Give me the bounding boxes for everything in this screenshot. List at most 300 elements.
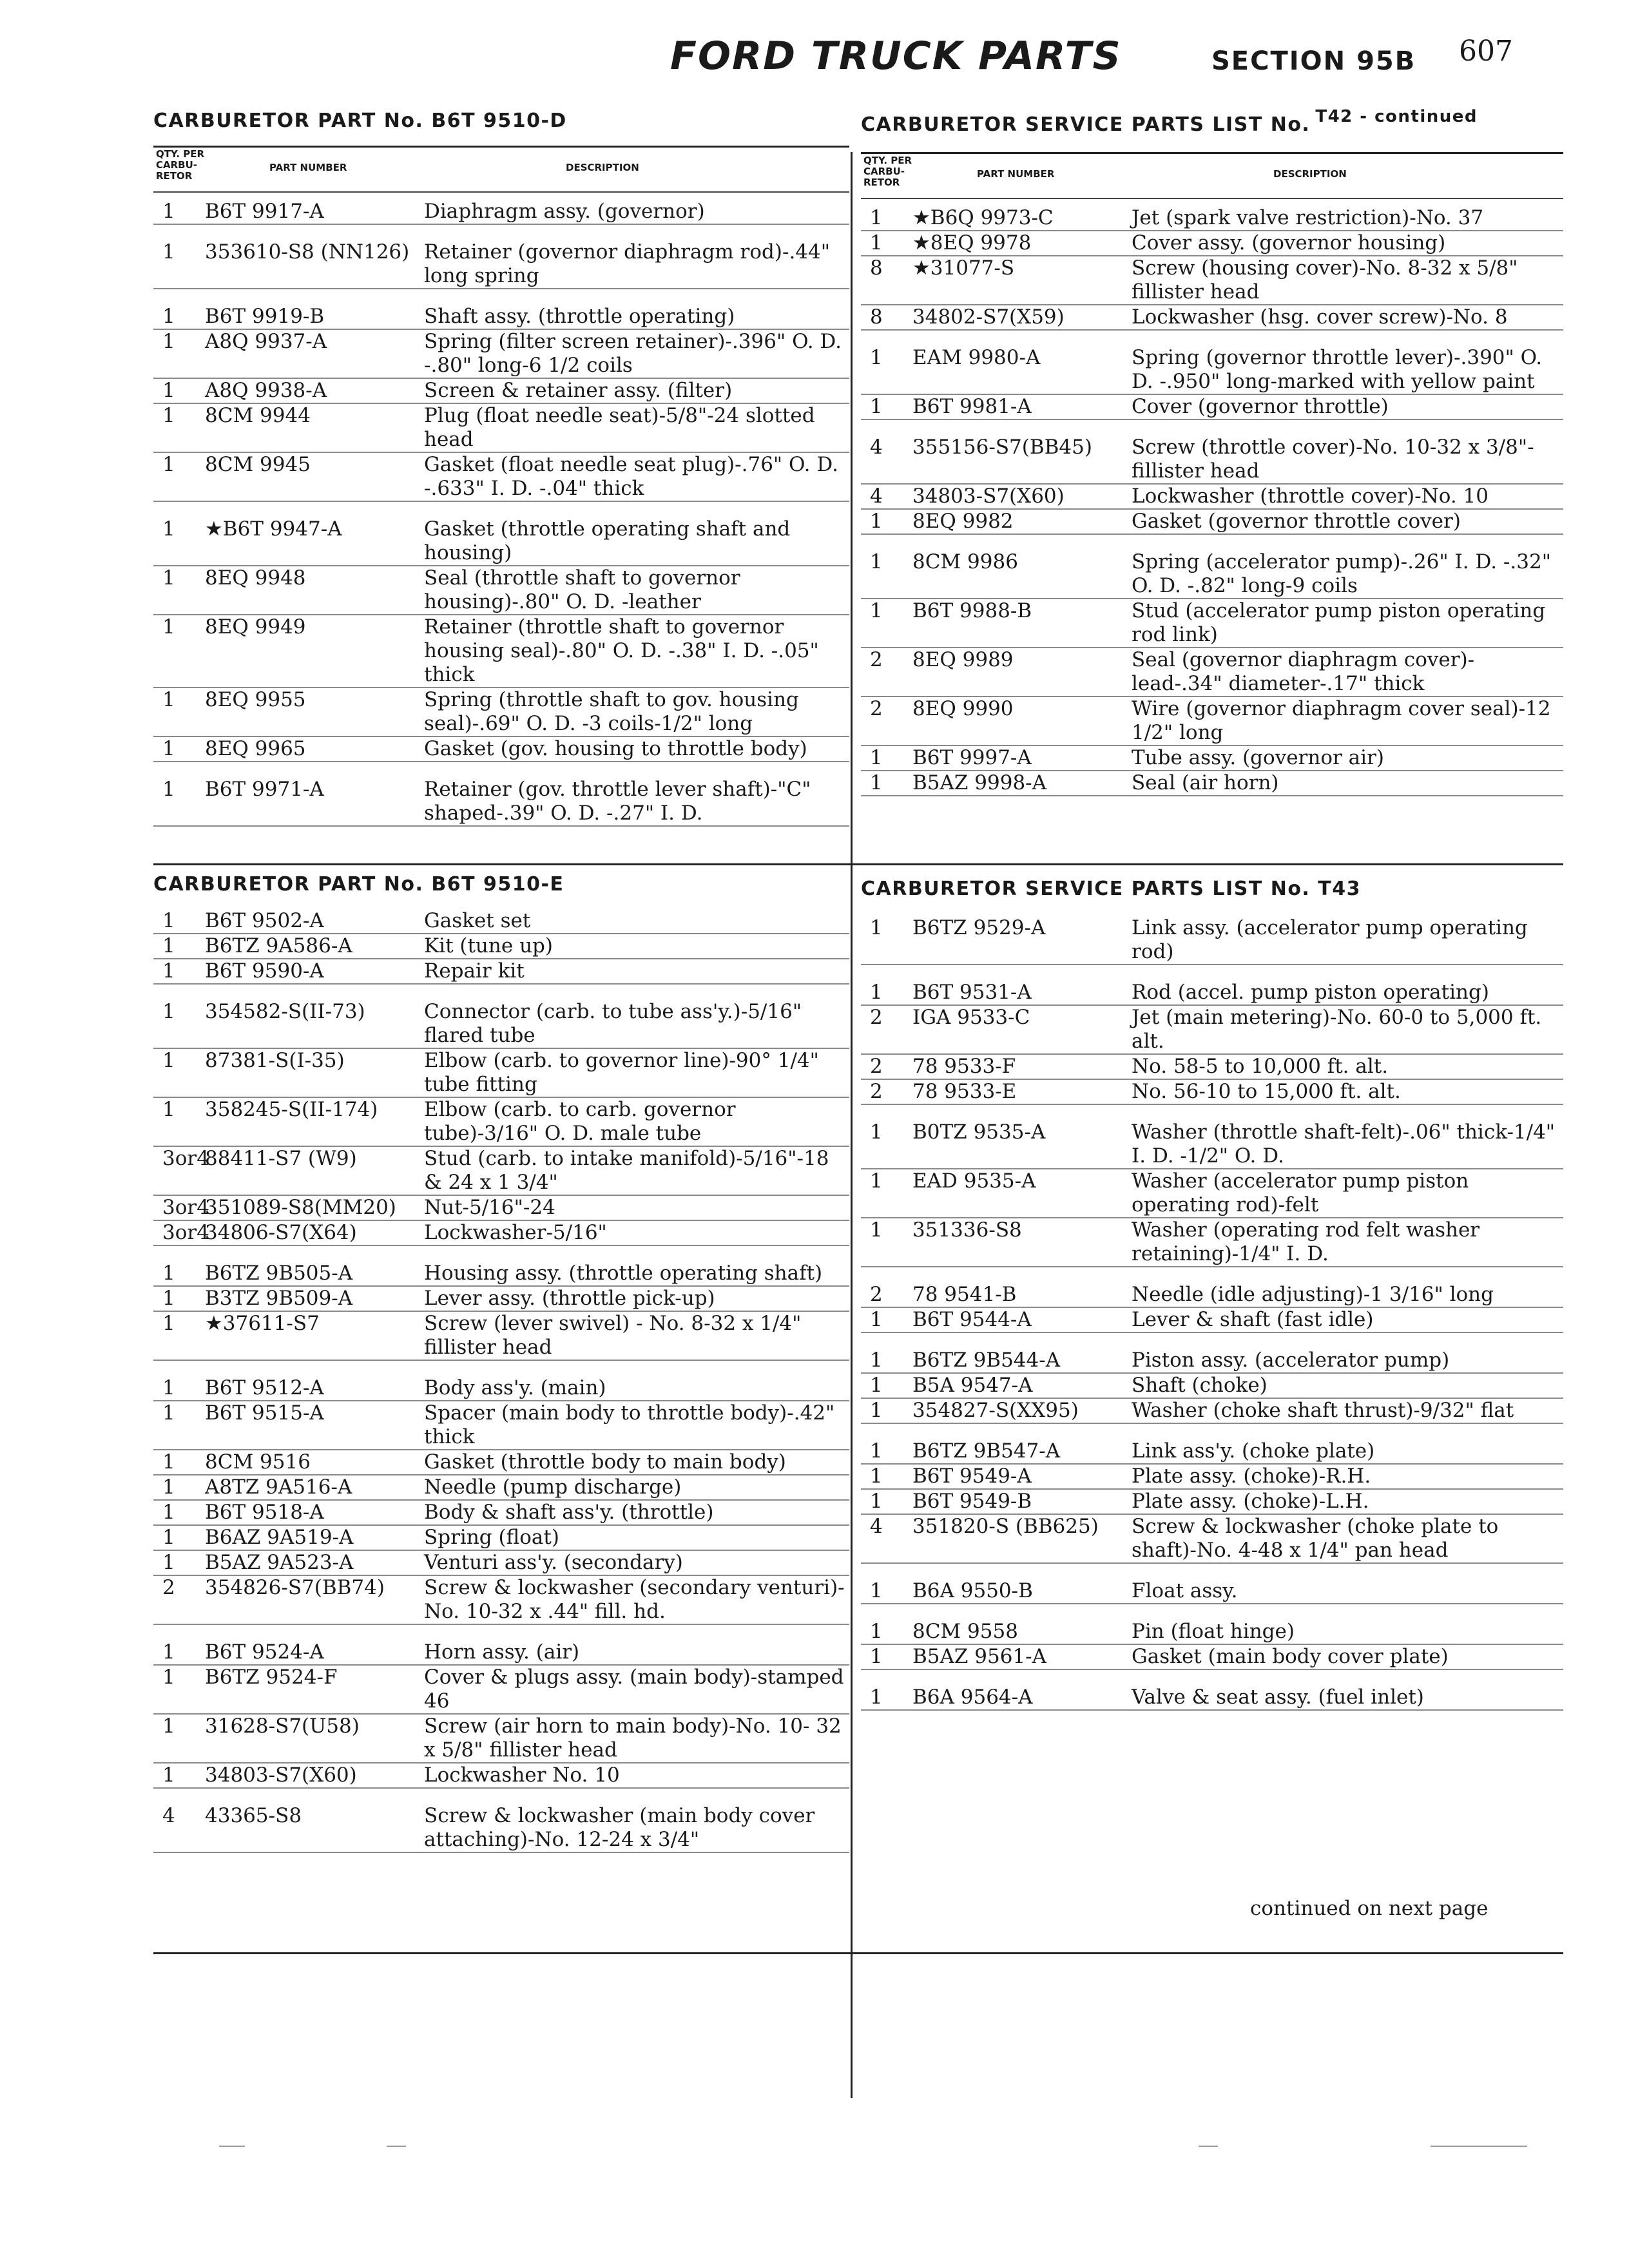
row-part-number: B6TZ 9B544-A <box>912 1349 1061 1372</box>
parts-row <box>153 453 849 502</box>
row-description: Wire (governor diaphragm cover seal)-12 1/2" long <box>1132 697 1551 744</box>
parts-row <box>153 1221 849 1246</box>
row-qty: 4 <box>162 1804 175 1827</box>
row-part-number: 8EQ 9948 <box>205 566 306 590</box>
row-qty: 1 <box>162 1551 175 1574</box>
row-part-number: 8EQ 9982 <box>912 510 1014 533</box>
parts-row <box>861 1349 1563 1374</box>
qty-header: QTY. PER CARBU-RETOR <box>863 155 912 188</box>
row-qty: 1 <box>162 1000 175 1023</box>
row-description: Pin (float hinge) <box>1132 1620 1295 1643</box>
row-description: Diaphragm assy. (governor) <box>424 200 705 223</box>
row-qty: 2 <box>162 1576 175 1599</box>
row-qty: 1 <box>870 1490 883 1513</box>
row-qty: 1 <box>162 566 175 590</box>
row-description: Gasket set <box>424 909 531 932</box>
row-description: Screw (air horn to main body)-No. 10- 32 x 5/8" fillister head <box>424 1715 842 1762</box>
row-qty: 1 <box>870 1439 883 1463</box>
row-part-number: B6T 9997-A <box>912 746 1032 769</box>
parts-row <box>861 1399 1563 1424</box>
row-description: Retainer (governor diaphragm rod)-.44" long spring <box>424 240 831 287</box>
row-qty: 1 <box>870 1686 883 1709</box>
row-description: Shaft (choke) <box>1132 1374 1268 1397</box>
row-part-number: 351089-S8(MM20) <box>205 1196 396 1219</box>
parts-row <box>153 934 849 959</box>
parts-row <box>153 1526 849 1551</box>
parts-row <box>861 1465 1563 1490</box>
parts-row <box>153 1666 849 1715</box>
sec-e-rows <box>153 909 849 1853</box>
scan-mark <box>219 2146 245 2147</box>
parts-row <box>861 436 1563 485</box>
sec-d-title: CARBURETOR PART No. B6T 9510-D <box>153 110 567 132</box>
row-description: Lever & shaft (fast idle) <box>1132 1308 1374 1331</box>
row-part-number: B6T 9917-A <box>205 200 324 223</box>
parts-row <box>861 981 1563 1006</box>
row-description: Spring (governor throttle lever)-.390" O. D. -.950" long-marked with yellow paint <box>1132 346 1543 393</box>
row-part-number: B6T 9544-A <box>912 1308 1032 1331</box>
row-description: Screw (throttle cover)-No. 10-32 x 3/8"-fillister head <box>1132 436 1534 483</box>
parts-row <box>861 395 1563 420</box>
row-description: Seal (governor diaphragm cover)-lead-.34" diameter-.17" thick <box>1132 648 1475 695</box>
row-part-number: 353610-S8 (NN126) <box>205 240 410 264</box>
row-qty: 1 <box>870 1169 883 1193</box>
row-description: Plug (float needle seat)-5/8"-24 slotted head <box>424 404 815 451</box>
row-part-number: 34802-S7(X59) <box>912 305 1065 329</box>
row-qty: 2 <box>870 648 883 671</box>
row-part-number: 78 9533-E <box>912 1080 1017 1103</box>
row-description: Gasket (governor throttle cover) <box>1132 510 1461 533</box>
row-part-number: 354582-S(II-73) <box>205 1000 365 1023</box>
row-description: Kit (tune up) <box>424 934 553 957</box>
parts-row <box>861 599 1563 648</box>
sec-t42-column-header <box>861 152 1563 199</box>
row-part-number: 43365-S8 <box>205 1804 302 1827</box>
row-qty: 1 <box>162 934 175 957</box>
parts-row <box>861 1169 1563 1218</box>
row-description: Venturi ass'y. (secondary) <box>424 1551 683 1574</box>
row-part-number: B6TZ 9B547-A <box>912 1439 1061 1463</box>
parts-row <box>153 1551 849 1576</box>
row-part-number: 8CM 9945 <box>205 453 311 476</box>
row-part-number: B3TZ 9B509-A <box>205 1287 353 1310</box>
row-part-number: EAM 9980-A <box>912 346 1041 369</box>
sec-d-rows <box>153 200 849 827</box>
row-qty: 1 <box>162 305 175 328</box>
row-description: Screw (housing cover)-No. 8-32 x 5/8" fillister head <box>1132 256 1518 303</box>
row-description: Lever assy. (throttle pick-up) <box>424 1287 715 1310</box>
row-part-number: B6TZ 9A586-A <box>205 934 352 957</box>
row-part-number: ★31077-S <box>912 256 1015 280</box>
row-part-number: 34803-S7(X60) <box>912 485 1065 508</box>
parts-row <box>861 1515 1563 1564</box>
row-part-number: 8CM 9986 <box>912 550 1018 573</box>
row-part-number: 8EQ 9989 <box>912 648 1014 671</box>
row-qty: 1 <box>870 771 883 794</box>
row-part-number: B5AZ 9998-A <box>912 771 1047 794</box>
sec-t43-title: CARBURETOR SERVICE PARTS LIST No. T43 <box>861 878 1361 900</box>
row-description: Connector (carb. to tube ass'y.)-5/16" flared tube <box>424 1000 802 1047</box>
row-qty: 1 <box>162 1715 175 1738</box>
row-description: Plate assy. (choke)-R.H. <box>1132 1465 1371 1488</box>
row-qty: 1 <box>870 1620 883 1643</box>
parts-row <box>861 1374 1563 1399</box>
row-qty: 1 <box>162 517 175 541</box>
row-description: Screw (lever swivel) - No. 8-32 x 1/4" fillister head <box>424 1312 802 1359</box>
row-qty: 1 <box>162 1450 175 1474</box>
parts-row <box>153 1763 849 1789</box>
parts-row <box>861 697 1563 746</box>
parts-row <box>861 1645 1563 1670</box>
parts-row <box>153 1715 849 1763</box>
row-qty: 1 <box>162 240 175 264</box>
row-description: Link ass'y. (choke plate) <box>1132 1439 1375 1463</box>
parts-row <box>153 1501 849 1526</box>
row-description: Rod (accel. pump piston operating) <box>1132 981 1489 1004</box>
row-description: Screw & lockwasher (secondary venturi)-No. 10-32 x .44" fill. hd. <box>424 1576 845 1623</box>
row-description: Repair kit <box>424 959 525 983</box>
qty-header: QTY. PER CARBU-RETOR <box>156 148 205 182</box>
row-qty: 1 <box>162 778 175 801</box>
row-description: Cover (governor throttle) <box>1132 395 1389 418</box>
row-part-number: 88411-S7 (W9) <box>205 1147 357 1170</box>
row-qty: 1 <box>870 1579 883 1602</box>
parts-row <box>861 206 1563 231</box>
scan-mark <box>1431 2146 1527 2147</box>
parts-row <box>153 737 849 762</box>
row-part-number: A8TZ 9A516-A <box>205 1475 352 1499</box>
parts-row <box>153 1450 849 1475</box>
row-description: Spacer (main body to throttle body)-.42" thick <box>424 1401 835 1448</box>
row-qty: 1 <box>162 688 175 711</box>
parts-row <box>861 1439 1563 1465</box>
page-brand-title: FORD TRUCK PARTS <box>670 34 1122 79</box>
row-description: Shaft assy. (throttle operating) <box>424 305 735 328</box>
row-qty: 1 <box>162 1401 175 1425</box>
parts-row <box>153 909 849 934</box>
row-part-number: B6T 9988-B <box>912 599 1032 622</box>
row-part-number: B6T 9512-A <box>205 1376 324 1399</box>
row-part-number: 351820-S (BB625) <box>912 1515 1099 1538</box>
page-bottom-rule <box>153 1952 1563 1954</box>
row-description: Tube assy. (governor air) <box>1132 746 1384 769</box>
row-part-number: B6T 9590-A <box>205 959 324 983</box>
parts-row <box>153 240 849 289</box>
row-qty: 1 <box>162 1640 175 1664</box>
parts-row <box>861 1620 1563 1645</box>
row-description: Gasket (float needle seat plug)-.76" O. D. -.633" I. D. -.04" thick <box>424 453 838 500</box>
row-part-number: 354827-S(XX95) <box>912 1399 1079 1422</box>
row-qty: 1 <box>162 737 175 760</box>
sec-t42-title-suffix: T42 - continued <box>1315 107 1478 126</box>
row-part-number: B6T 9549-A <box>912 1465 1032 1488</box>
section-divider <box>153 863 1563 865</box>
row-part-number: B6T 9919-B <box>205 305 325 328</box>
parts-row <box>153 1000 849 1049</box>
parts-row <box>153 1049 849 1098</box>
column-divider <box>851 152 853 2098</box>
row-qty: 1 <box>162 330 175 353</box>
row-qty: 1 <box>870 510 883 533</box>
row-qty: 1 <box>870 1645 883 1668</box>
row-description: Retainer (gov. throttle lever shaft)-"C" shaped-.39" O. D. -.27" I. D. <box>424 778 811 825</box>
row-part-number: B5A 9547-A <box>912 1374 1033 1397</box>
row-qty: 8 <box>870 256 883 280</box>
parts-row <box>153 1804 849 1853</box>
row-qty: 1 <box>870 395 883 418</box>
parts-row <box>861 231 1563 256</box>
row-description: Spring (filter screen retainer)-.396" O. D. -.80" long-6 1/2 coils <box>424 330 842 377</box>
part-number-header: PART NUMBER <box>977 168 1055 180</box>
row-description: Elbow (carb. to carb. governor tube)-3/16" O. D. male tube <box>424 1098 736 1145</box>
row-part-number: B0TZ 9535-A <box>912 1120 1046 1144</box>
row-qty: 1 <box>162 909 175 932</box>
row-qty: 1 <box>870 1374 883 1397</box>
parts-row <box>861 1218 1563 1267</box>
row-qty: 1 <box>162 404 175 427</box>
row-description: Screen & retainer assy. (filter) <box>424 379 733 402</box>
row-qty: 1 <box>870 346 883 369</box>
row-description: Spring (float) <box>424 1526 559 1549</box>
sec-e-title: CARBURETOR PART No. B6T 9510-E <box>153 873 564 896</box>
row-part-number: 8EQ 9965 <box>205 737 306 760</box>
row-part-number: EAD 9535-A <box>912 1169 1036 1193</box>
parts-row <box>861 1579 1563 1604</box>
row-description: Cover assy. (governor housing) <box>1132 231 1446 255</box>
row-qty: 1 <box>870 981 883 1004</box>
row-part-number: ★37611-S7 <box>205 1312 320 1335</box>
parts-row <box>153 1196 849 1221</box>
part-number-header: PART NUMBER <box>269 162 347 173</box>
row-qty: 1 <box>162 200 175 223</box>
row-qty: 1 <box>870 1308 883 1331</box>
row-description: Body ass'y. (main) <box>424 1376 606 1399</box>
sec-t43-rows <box>861 916 1563 1711</box>
sec-t42-rows <box>861 206 1563 796</box>
row-description: Screw & lockwasher (choke plate to shaft)-No. 4-48 x 1/4" pan head <box>1132 1515 1499 1562</box>
row-qty: 4 <box>870 485 883 508</box>
parts-row <box>861 305 1563 331</box>
row-description: Piston assy. (accelerator pump) <box>1132 1349 1450 1372</box>
row-qty: 1 <box>870 746 883 769</box>
parts-row <box>153 330 849 379</box>
parts-row <box>153 615 849 688</box>
sec-t42-title <box>861 107 1478 136</box>
row-description: Jet (main metering)-No. 60-0 to 5,000 ft. alt. <box>1132 1006 1542 1053</box>
section-label: SECTION 95B <box>1211 46 1416 76</box>
row-description: Housing assy. (throttle operating shaft) <box>424 1262 823 1285</box>
parts-row <box>861 510 1563 535</box>
parts-row <box>153 1376 849 1401</box>
row-description: No. 56-10 to 15,000 ft. alt. <box>1132 1080 1401 1103</box>
parts-row <box>861 346 1563 395</box>
parts-row <box>153 1640 849 1666</box>
row-qty: 1 <box>162 1475 175 1499</box>
row-qty: 1 <box>162 615 175 639</box>
parts-row <box>861 1006 1563 1055</box>
row-qty: 1 <box>162 1287 175 1310</box>
parts-row <box>153 404 849 453</box>
parts-row <box>861 1308 1563 1333</box>
row-description: Washer (operating rod felt washer retaining)-1/4" I. D. <box>1132 1218 1480 1265</box>
sec-d-column-header <box>153 146 849 193</box>
row-description: Lockwasher (hsg. cover screw)-No. 8 <box>1132 305 1508 329</box>
row-part-number: B5AZ 9A523-A <box>205 1551 354 1574</box>
row-part-number: IGA 9533-C <box>912 1006 1030 1029</box>
row-qty: 2 <box>870 1283 883 1306</box>
row-qty: 1 <box>870 1465 883 1488</box>
row-description: Cover & plugs assy. (main body)-stamped 46 <box>424 1666 844 1713</box>
row-description: Spring (throttle shaft to gov. housing seal)-.69" O. D. -3 coils-1/2" long <box>424 688 799 735</box>
parts-row <box>861 1490 1563 1515</box>
row-part-number: 34806-S7(X64) <box>205 1221 357 1244</box>
row-description: Elbow (carb. to governor line)-90° 1/4" tube fitting <box>424 1049 819 1096</box>
row-description: Needle (idle adjusting)-1 3/16" long <box>1132 1283 1494 1306</box>
row-part-number: B6T 9502-A <box>205 909 324 932</box>
row-description: Seal (air horn) <box>1132 771 1279 794</box>
row-qty: 4 <box>870 436 883 459</box>
parts-row <box>861 1055 1563 1080</box>
parts-row <box>861 550 1563 599</box>
parts-row <box>861 1686 1563 1711</box>
row-description: Gasket (throttle operating shaft and housing) <box>424 517 791 564</box>
row-qty: 1 <box>162 1098 175 1121</box>
parts-row <box>861 485 1563 510</box>
row-qty: 1 <box>162 1312 175 1335</box>
row-part-number: 8CM 9944 <box>205 404 311 427</box>
row-qty: 1 <box>162 959 175 983</box>
parts-row <box>861 1283 1563 1308</box>
row-qty: 2 <box>870 1080 883 1103</box>
row-description: Stud (carb. to intake manifold)-5/16"-18 & 24 x 1 3/4" <box>424 1147 829 1194</box>
parts-row <box>153 1262 849 1287</box>
row-part-number: B6A 9564-A <box>912 1686 1033 1709</box>
row-qty: 1 <box>162 1049 175 1072</box>
parts-row <box>153 778 849 827</box>
row-part-number: 8EQ 9949 <box>205 615 306 639</box>
row-description: Body & shaft ass'y. (throttle) <box>424 1501 714 1524</box>
parts-row <box>153 1401 849 1450</box>
row-description: Washer (throttle shaft-felt)-.06" thick-1/4" I. D. -1/2" O. D. <box>1132 1120 1556 1168</box>
parts-row <box>153 1147 849 1196</box>
parts-row <box>153 1475 849 1501</box>
row-part-number: 351336-S8 <box>912 1218 1022 1242</box>
parts-row <box>153 688 849 737</box>
row-description: Gasket (main body cover plate) <box>1132 1645 1449 1668</box>
parts-row <box>153 1098 849 1147</box>
row-part-number: B6T 9524-A <box>205 1640 324 1664</box>
row-part-number: B6T 9981-A <box>912 395 1032 418</box>
row-description: Seal (throttle shaft to governor housing)-.80" O. D. -leather <box>424 566 740 613</box>
parts-row <box>861 648 1563 697</box>
row-description: Jet (spark valve restriction)-No. 37 <box>1132 206 1484 229</box>
row-description: Nut-5/16"-24 <box>424 1196 555 1219</box>
row-description: Stud (accelerator pump piston operating rod link) <box>1132 599 1546 646</box>
row-qty: 1 <box>870 550 883 573</box>
parts-row <box>861 1120 1563 1169</box>
row-description: Lockwasher No. 10 <box>424 1763 620 1787</box>
row-part-number: B6AZ 9A519-A <box>205 1526 354 1549</box>
row-qty: 1 <box>870 1120 883 1144</box>
row-part-number: A8Q 9937-A <box>205 330 327 353</box>
row-part-number: B6TZ 9B505-A <box>205 1262 353 1285</box>
row-description: Screw & lockwasher (main body cover attaching)-No. 12-24 x 3/4" <box>424 1804 815 1851</box>
row-description: Float assy. <box>1132 1579 1238 1602</box>
row-qty: 2 <box>870 1006 883 1029</box>
row-qty: 1 <box>870 1218 883 1242</box>
page-number: 607 <box>1459 35 1513 68</box>
row-qty: 1 <box>870 599 883 622</box>
row-part-number: 87381-S(I-35) <box>205 1049 345 1072</box>
row-part-number: 355156-S7(BB45) <box>912 436 1092 459</box>
row-qty: 1 <box>870 206 883 229</box>
row-qty: 2 <box>870 1055 883 1078</box>
row-part-number: 8CM 9558 <box>912 1620 1018 1643</box>
row-part-number: B6T 9549-B <box>912 1490 1032 1513</box>
row-description: Spring (accelerator pump)-.26" I. D. -.32" O. D. -.82" long-9 coils <box>1132 550 1551 597</box>
parts-row <box>861 916 1563 965</box>
row-part-number: ★B6T 9947-A <box>205 517 342 541</box>
parts-row <box>153 1576 849 1625</box>
parts-row <box>153 379 849 404</box>
parts-row <box>861 1080 1563 1105</box>
parts-row <box>153 1312 849 1361</box>
row-part-number: 78 9533-F <box>912 1055 1016 1078</box>
parts-row <box>861 256 1563 305</box>
row-part-number: B6TZ 9529-A <box>912 916 1046 939</box>
row-description: Needle (pump discharge) <box>424 1475 682 1499</box>
row-qty: 3or4 <box>162 1196 209 1219</box>
row-part-number: B6T 9531-A <box>912 981 1032 1004</box>
description-header: DESCRIPTION <box>566 162 639 173</box>
row-qty: 1 <box>162 1526 175 1549</box>
row-description: Gasket (gov. housing to throttle body) <box>424 737 807 760</box>
row-qty: 1 <box>162 379 175 402</box>
row-qty: 8 <box>870 305 883 329</box>
row-part-number: B6T 9518-A <box>205 1501 324 1524</box>
row-part-number: 8CM 9516 <box>205 1450 311 1474</box>
row-qty: 2 <box>870 697 883 720</box>
row-part-number: 31628-S7(U58) <box>205 1715 360 1738</box>
row-part-number: B6A 9550-B <box>912 1579 1033 1602</box>
row-description: Lockwasher (throttle cover)-No. 10 <box>1132 485 1489 508</box>
scan-mark <box>1199 2146 1218 2147</box>
scan-mark <box>387 2146 406 2147</box>
parts-row <box>861 771 1563 796</box>
row-description: Plate assy. (choke)-L.H. <box>1132 1490 1369 1513</box>
row-qty: 1 <box>870 1349 883 1372</box>
parts-row <box>153 200 849 225</box>
parts-row <box>153 959 849 985</box>
row-description: Link assy. (accelerator pump operating rod) <box>1132 916 1528 963</box>
row-qty: 1 <box>162 1262 175 1285</box>
row-part-number: 78 9541-B <box>912 1283 1017 1306</box>
row-description: Washer (choke shaft thrust)-9/32" flat <box>1132 1399 1514 1422</box>
row-part-number: A8Q 9938-A <box>205 379 327 402</box>
row-part-number: ★B6Q 9973-C <box>912 206 1054 229</box>
row-description: Valve & seat assy. (fuel inlet) <box>1132 1686 1424 1709</box>
row-qty: 3or4 <box>162 1221 209 1244</box>
row-qty: 1 <box>870 231 883 255</box>
row-part-number: 34803-S7(X60) <box>205 1763 357 1787</box>
row-part-number: B6T 9515-A <box>205 1401 324 1425</box>
row-part-number: 8EQ 9955 <box>205 688 306 711</box>
row-description: Gasket (throttle body to main body) <box>424 1450 786 1474</box>
row-part-number: ★8EQ 9978 <box>912 231 1032 255</box>
row-qty: 3or4 <box>162 1147 209 1170</box>
row-qty: 1 <box>162 1376 175 1399</box>
sec-t42-title-text: CARBURETOR SERVICE PARTS LIST No. <box>861 113 1311 136</box>
